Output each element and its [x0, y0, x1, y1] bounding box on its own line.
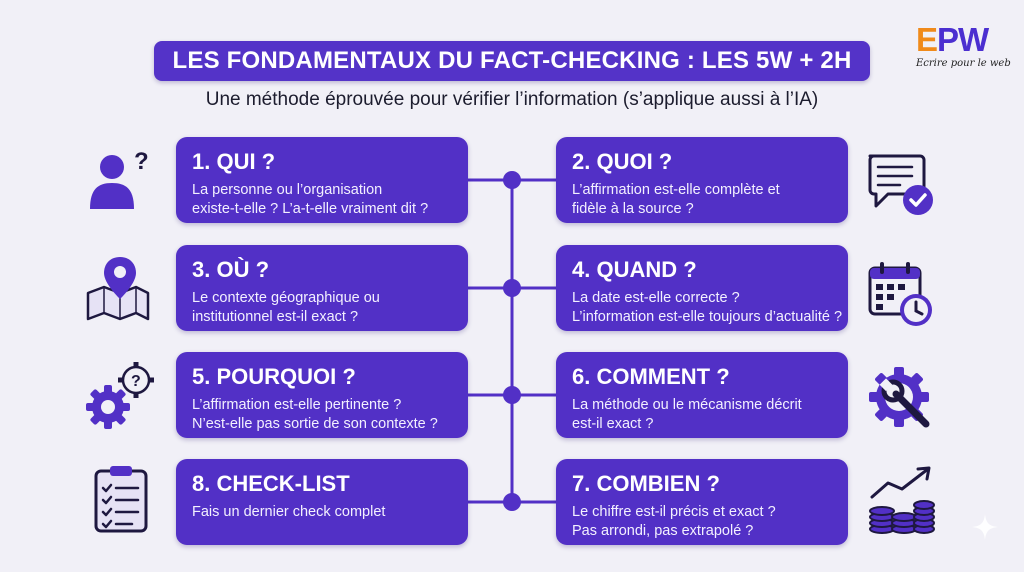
- card-description: [572, 503, 836, 541]
- logo-letter-e: E: [916, 21, 938, 58]
- card-quand: [556, 245, 848, 331]
- map-pin-icon: [84, 253, 154, 323]
- card-quoi: [556, 137, 848, 223]
- card-text-line: Le chiffre est-il précis et exact ?: [572, 504, 776, 520]
- card-text-line: L’affirmation est-elle pertinente ?: [192, 397, 402, 413]
- logo-tagline: Ecrire pour le web: [916, 58, 1011, 69]
- card-text-line: existe-t-elle ? L’a-t-elle vraiment dit ?: [192, 201, 429, 217]
- clipboard-checklist-icon: [88, 463, 158, 533]
- svg-text:?: ?: [134, 148, 149, 175]
- card-text-line: institutionnel est-il exact ?: [192, 309, 359, 325]
- card-text-line: L’information est-elle toujours d’actualité ?: [572, 309, 843, 325]
- card-text-line: est-il exact ?: [572, 416, 654, 432]
- card-text-line: La personne ou l’organisation: [192, 182, 383, 198]
- gear-wrench-icon: [866, 364, 936, 434]
- card-comment: [556, 352, 848, 438]
- speech-bubble-check-icon: [866, 150, 936, 220]
- svg-text:?: ?: [131, 373, 141, 390]
- card-title: 6. COMMENT ?: [572, 364, 730, 389]
- card-text-line: fidèle à la source ?: [572, 201, 694, 217]
- card-pourquoi: [176, 352, 468, 438]
- card-title: 8. CHECK-LIST: [192, 471, 350, 496]
- card-qui: [176, 137, 468, 223]
- page-subtitle: Une méthode éprouvée pour vérifier l’information (s’applique aussi à l’IA): [205, 89, 819, 110]
- card-description: [192, 396, 456, 434]
- card-title: 1. QUI ?: [192, 149, 276, 174]
- sparkle-icon: [972, 514, 998, 540]
- card-combien: [556, 459, 848, 545]
- card-description: [572, 396, 836, 434]
- card-title: 4. QUAND ?: [572, 257, 697, 282]
- card-title: 2. QUOI ?: [572, 149, 673, 174]
- card-description: [192, 503, 456, 522]
- card-ou: [176, 245, 468, 331]
- card-description: [572, 289, 843, 327]
- card-text-line: La date est-elle correcte ?: [572, 290, 740, 306]
- logo-mark: [916, 23, 1012, 57]
- coins-chart-icon: [866, 465, 936, 535]
- card-title: 7. COMBIEN ?: [572, 471, 720, 496]
- card-checklist: [176, 459, 468, 545]
- card-text-line: Pas arrondi, pas extrapolé ?: [572, 523, 754, 539]
- card-text-line: N’est-elle pas sortie de son contexte ?: [192, 416, 438, 432]
- card-description: [572, 181, 836, 219]
- page-title: LES FONDAMENTAUX DU FACT-CHECKING : LES 5W + 2H: [154, 41, 870, 81]
- card-title: 3. OÙ ?: [192, 257, 270, 282]
- card-description: [192, 181, 456, 219]
- card-text-line: La méthode ou le mécanisme décrit: [572, 397, 802, 413]
- person-question-icon: [84, 143, 154, 213]
- card-text-line: Le contexte géographique ou: [192, 290, 380, 306]
- logo-letters-pw: PW: [937, 21, 989, 58]
- card-title: 5. POURQUOI ?: [192, 364, 356, 389]
- brand-logo: [916, 23, 1012, 73]
- calendar-clock-icon: [866, 260, 936, 330]
- card-description: [192, 289, 456, 327]
- gears-question-icon: [84, 360, 154, 430]
- card-text-line: Fais un dernier check complet: [192, 504, 386, 520]
- card-text-line: L’affirmation est-elle complète et: [572, 182, 780, 198]
